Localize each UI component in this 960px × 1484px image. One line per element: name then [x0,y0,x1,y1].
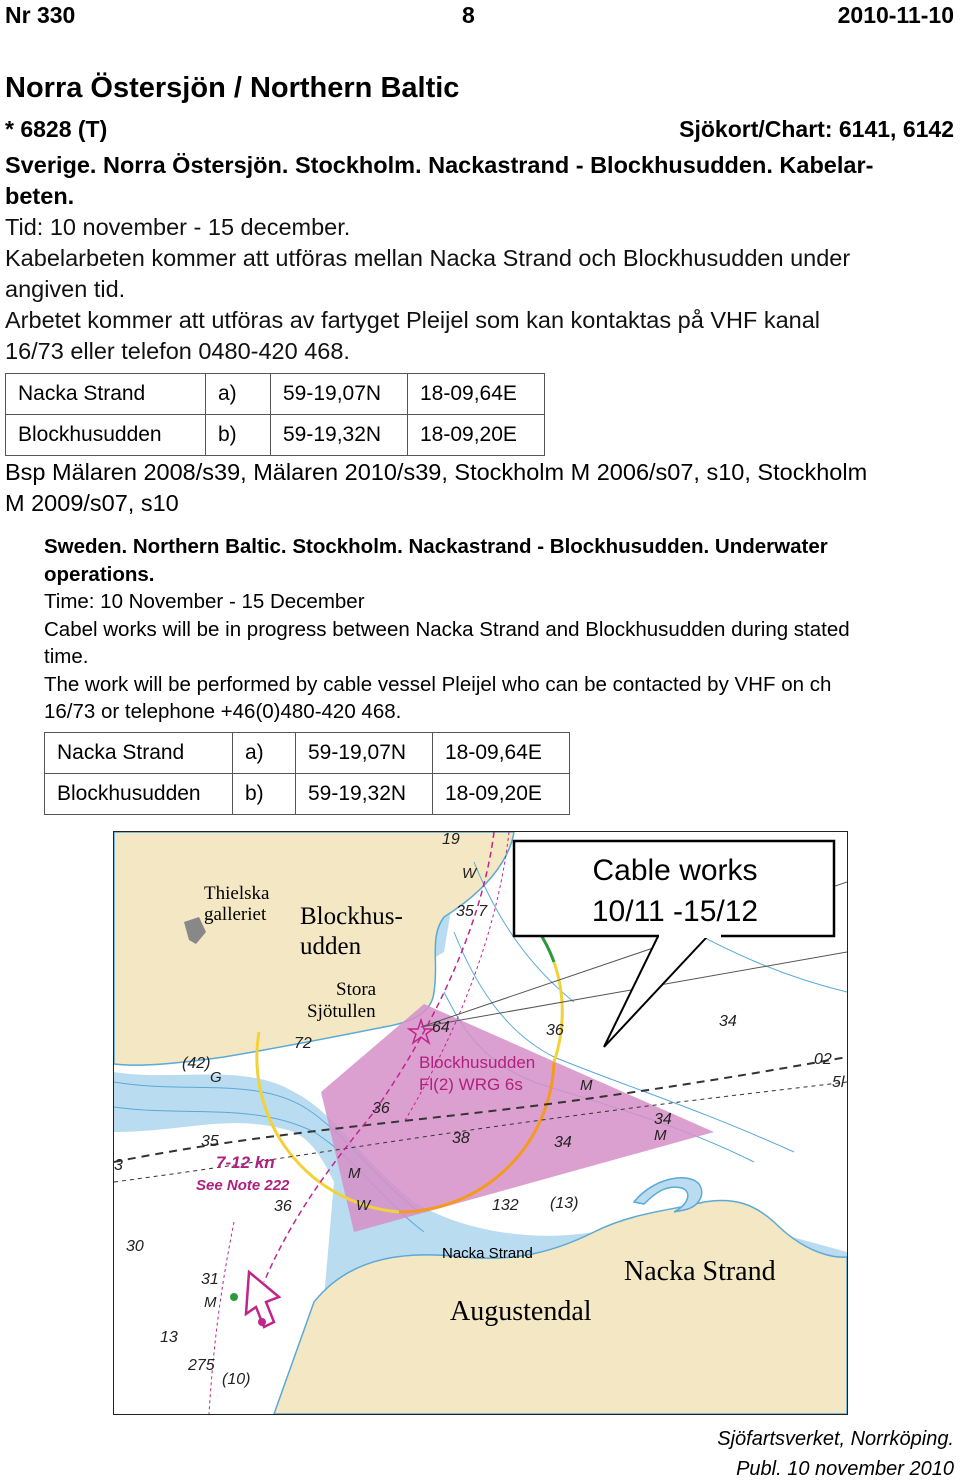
published-date: Publ. 10 november 2010 [736,1458,954,1480]
swedish-heading-line2: beten. [5,183,75,209]
label-see-note: See Note 222 [196,1177,290,1194]
position-lon: 18-09,64E [433,733,570,774]
green-buoy-icon [230,1293,238,1301]
position-lat: 59-19,32N [296,774,433,815]
seabed-mark: M [580,1077,593,1094]
depth-value: 19 [442,832,460,848]
table-row [6,415,545,456]
publication-date: 2010-11-10 [837,2,954,28]
label-stora: Stora [336,979,377,1000]
depth-value: 30 [126,1238,144,1255]
depth-value: (10) [222,1371,251,1388]
position-lon: 18-09,64E [408,374,545,415]
seabed-mark: G [210,1069,222,1086]
depth-value: 36 [274,1198,292,1215]
depth-value: (42) [182,1055,211,1072]
callout-title: Cable works [592,854,758,887]
depth-value: 35 [201,1133,219,1150]
notice-id: * 6828 (T) [5,116,108,142]
label-nacka-small: Nacka Strand [442,1245,533,1262]
table-row [45,733,570,774]
english-para1-line2: time. [44,645,89,668]
depth-value: 31 [201,1271,219,1288]
position-name: Blockhusudden [6,415,206,456]
position-ref: a) [233,733,296,774]
english-para2-line2: 16/73 or telephone +46(0)480-420 468. [44,700,402,723]
swedish-para1-line2: angiven tid. [5,276,126,302]
label-augustendal: Augustendal [450,1296,592,1327]
swedish-para1-line1: Kabelarbeten kommer att utföras mellan Nacka Strand och Blockhusudden under [5,245,851,271]
notice-id-row [5,116,954,143]
label-nacka-large: Nacka Strand [624,1256,776,1287]
chart-numbers: Sjökort/Chart: 6141, 6142 [679,116,954,142]
english-heading-line2: operations. [44,562,155,586]
label-light-name: Blockhusudden [419,1053,536,1072]
table-row [6,374,545,415]
swedish-para2-line1: Arbetet kommer att utföras av fartyget Pleijel som kan kontaktas på VHF kanal [5,307,821,333]
notice-number: Nr 330 [5,2,76,28]
depth-value: 36 [546,1022,564,1039]
depth-value: 3 [114,1157,123,1174]
chart-svg [114,832,847,1414]
label-udden: udden [300,933,362,960]
depth-value: 34 [654,1111,672,1128]
position-lon: 18-09,20E [408,415,545,456]
swedish-heading-line1: Sverige. Norra Östersjön. Stockholm. Nackastrand - Blockhusudden. Kabelar- [5,152,874,178]
table-row [45,774,570,815]
position-ref: b) [206,415,271,456]
seabed-mark: M [204,1294,217,1311]
position-ref: a) [206,374,271,415]
callout-dates: 10/11 -15/12 [591,895,759,928]
english-para1-line1: Cabel works will be in progress between Nacka Strand and Blockhusudden during stated [44,617,850,641]
depth-value: 5l [832,1074,845,1091]
depth-value: 13 [160,1329,178,1346]
depth-value: 64 [432,1019,450,1036]
english-time: Time: 10 November - 15 December [44,590,365,613]
red-buoy-icon [258,1318,266,1326]
swedish-position-table [5,373,545,456]
swedish-notice [5,150,945,367]
position-name: Nacka Strand [45,733,233,774]
depth-value: 35 7 [456,903,488,920]
english-para2-line1: The work will be performed by cable vessel Pleijel who can be contacted by VHF on ch [44,672,832,696]
depth-value: 34 [719,1013,737,1030]
label-galleriet: galleriet [204,904,267,925]
references-line2: M 2009/s07, s10 [5,490,179,516]
depth-value: 34 [554,1134,572,1151]
nautical-chart-map [113,831,848,1415]
seabed-mark: W [462,865,477,882]
position-name: Nacka Strand [6,374,206,415]
references-line1: Bsp Mälaren 2008/s39, Mälaren 2010/s39, Stockholm M 2006/s07, s10, Stockholm [5,459,868,485]
position-lat: 59-19,07N [296,733,433,774]
swedish-time: Tid: 10 november - 15 december. [5,214,351,240]
swedish-para2-line2: 16/73 eller telefon 0480-420 468. [5,338,350,364]
page-number: 8 [462,2,475,28]
position-lat: 59-19,07N [271,374,408,415]
label-blockhus: Blockhus- [300,903,403,930]
label-light-char: Fl(2) WRG 6s [419,1075,523,1094]
position-lat: 59-19,32N [271,415,408,456]
position-name: Blockhusudden [45,774,233,815]
english-heading-line1: Sweden. Northern Baltic. Stockholm. Nackastrand - Blockhusudden. Underwater [44,535,828,558]
depth-value: 275 [188,1357,215,1374]
seabed-mark: W [356,1197,371,1214]
english-position-table [44,732,570,815]
label-speed-limit: 7-12 kn [216,1153,275,1172]
publisher: Sjöfartsverket, Norrköping. [717,1428,954,1450]
seabed-mark: M [348,1165,361,1182]
depth-value: 02 [814,1051,832,1068]
depth-value: 132 [492,1197,519,1214]
section-title: Norra Östersjön / Northern Baltic [5,72,460,104]
seabed-mark: M [654,1127,667,1144]
callout-joint [659,932,721,938]
position-lon: 18-09,20E [433,774,570,815]
depth-value: 38 [452,1130,470,1147]
english-notice [44,533,949,726]
chart-references [5,457,945,519]
position-ref: b) [233,774,296,815]
label-thielska: Thielska [204,883,270,904]
label-sjotullen: Sjötullen [307,1001,376,1022]
depth-value: 72 [294,1035,312,1052]
depth-value: (13) [550,1195,579,1212]
depth-value: 36 [372,1100,390,1117]
